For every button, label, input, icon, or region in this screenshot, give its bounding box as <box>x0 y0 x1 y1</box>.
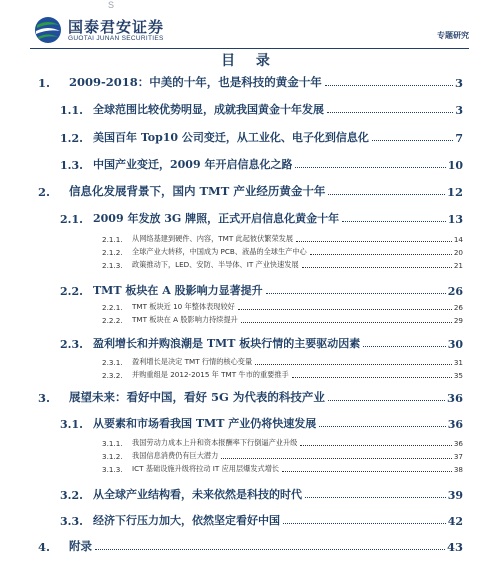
toc-entry-number: 1.3. <box>60 159 83 172</box>
toc-entry-page: 7 <box>455 132 463 145</box>
toc-entry-page: 29 <box>453 316 463 325</box>
toc-entry-level-1[interactable] <box>38 536 463 554</box>
toc-dot-leader <box>296 241 452 242</box>
toc-entry-level-3[interactable] <box>102 258 463 270</box>
toc-dot-leader <box>372 140 453 141</box>
toc-entry-title: 全球范围比较优势明显，成就我国黄金十年发展 <box>93 103 324 116</box>
brand-name-english: GUOTAI JUNAN SECURITIES <box>68 35 164 42</box>
toc-entry-number: 2.2.1. <box>102 303 123 312</box>
toc-dot-leader <box>266 293 446 294</box>
toc-dot-leader <box>292 377 452 378</box>
toc-entry-number: 1.1. <box>60 104 83 117</box>
toc-entry-page: 26 <box>447 285 463 298</box>
toc-dot-leader <box>328 400 445 401</box>
document-type-label: 专题研究 <box>437 31 469 40</box>
toc-dot-leader <box>363 346 445 347</box>
toc-entry-title: 盈利增长和并购浪潮是 TMT 板块行情的主要驱动因素 <box>93 337 361 350</box>
toc-dot-leader <box>255 364 452 365</box>
toc-entry-title: ICT 基础设施升级将拉动 IT 应用层爆发式增长 <box>132 464 280 473</box>
toc-title: 目 录 <box>221 53 278 69</box>
toc-entry-page: 20 <box>453 248 463 257</box>
toc-entry-page: 35 <box>453 371 463 380</box>
toc-entry-page: 39 <box>447 489 463 502</box>
toc-dot-leader <box>325 85 453 86</box>
toc-entry-number: 2.1.3. <box>102 261 123 270</box>
toc-entry-page: 21 <box>453 261 463 270</box>
toc-entry-level-3[interactable] <box>102 300 463 312</box>
toc-entry-page: 26 <box>453 303 463 312</box>
toc-dot-leader <box>221 458 452 459</box>
toc-entry-page: 38 <box>453 465 463 474</box>
toc-entry-number: 4. <box>38 540 51 554</box>
toc-entry-level-3[interactable] <box>102 232 463 244</box>
toc-entry-title: 2009 年发放 3G 牌照，正式开启信息化黄金十年 <box>93 212 340 225</box>
header-divider <box>30 48 469 49</box>
toc-entry-page: 31 <box>453 358 463 367</box>
toc-entry-level-3[interactable] <box>102 436 463 448</box>
toc-entry-title: 展望未来：看好中国，看好 5G 为代表的科技产业 <box>69 390 325 404</box>
toc-entry-number: 3.1.1. <box>102 439 123 448</box>
toc-entry-title: 全球产业大转移，中国成为 PCB、液晶的全球生产中心 <box>132 247 307 256</box>
toc-entry-title: 并购重组是 2012-2015 年 TMT 牛市的重要推手 <box>132 370 289 379</box>
toc-dot-leader <box>302 267 452 268</box>
report-header <box>0 14 499 48</box>
toc-entry-page: 43 <box>446 540 463 554</box>
toc-entry-level-2[interactable] <box>60 127 463 145</box>
toc-entry-title: 从要素和市场看我国 TMT 产业仍将快速发展 <box>93 417 317 430</box>
toc-entry-number: 2.2.2. <box>102 316 123 325</box>
toc-entry-title: TMT 板块在 A 股影响力持续提升 <box>132 315 238 324</box>
toc-entry-page: 30 <box>447 338 463 351</box>
toc-entry-page: 3 <box>454 76 463 90</box>
toc-entry-number: 2.1.1. <box>102 235 123 244</box>
toc-entry-title: 经济下行压力加大，依然坚定看好中国 <box>93 514 280 527</box>
toc-entry-number: 2.1.2. <box>102 248 123 257</box>
toc-entry-page: 10 <box>447 159 463 172</box>
toc-entry-level-2[interactable] <box>60 280 463 298</box>
toc-dot-leader <box>282 471 452 472</box>
toc-dot-leader <box>300 445 452 446</box>
toc-entry-page: 3 <box>455 104 463 117</box>
toc-entry-number: 2.1. <box>60 213 83 226</box>
toc-entry-number: 2. <box>38 185 51 199</box>
toc-entry-level-3[interactable] <box>102 462 463 474</box>
toc-dot-leader <box>95 549 445 550</box>
toc-dot-leader <box>328 194 445 195</box>
toc-entry-level-3[interactable] <box>102 313 463 325</box>
toc-entry-level-3[interactable] <box>102 449 463 461</box>
toc-dot-leader <box>310 254 452 255</box>
toc-entry-number: 2.2. <box>60 285 83 298</box>
toc-dot-leader <box>327 112 453 113</box>
toc-dot-leader <box>238 309 452 310</box>
toc-entry-number: 3.1.2. <box>102 452 123 461</box>
brand-name: 国泰君安证券 <box>68 18 165 36</box>
toc-entry-number: 3.1.3. <box>102 465 123 474</box>
toc-entry-page: 13 <box>447 213 463 226</box>
toc-entry-level-2[interactable] <box>60 208 463 226</box>
toc-entry-number: 3.2. <box>60 489 83 502</box>
toc-entry-page: 12 <box>446 185 463 199</box>
toc-dot-leader <box>319 426 445 427</box>
globe-logo-icon <box>34 16 62 44</box>
toc-entry-level-3[interactable] <box>102 355 463 367</box>
toc-entry-title: 信息化发展背景下，国内 TMT 产业经历黄金十年 <box>69 184 326 198</box>
toc-entry-page: 36 <box>447 418 463 431</box>
toc-entry-number: 3. <box>38 391 51 405</box>
toc-entry-title: TMT 板块近 10 年整体表现较好 <box>132 302 235 311</box>
toc-entry-page: 37 <box>453 452 463 461</box>
toc-entry-title: 我国劳动力成本上升和资本报酬率下行倒逼产业升级 <box>132 438 298 447</box>
toc-entry-page: 36 <box>446 391 463 405</box>
toc-dot-leader <box>342 221 446 222</box>
toc-entry-title: 盈利增长是决定 TMT 行情的核心变量 <box>132 357 253 366</box>
toc-entry-number: 2.3. <box>60 338 83 351</box>
toc-entry-level-2[interactable] <box>60 484 463 502</box>
toc-entry-level-2[interactable] <box>60 510 463 528</box>
toc-entry-page: 42 <box>447 515 463 528</box>
toc-entry-level-2[interactable] <box>60 154 463 172</box>
toc-entry-level-1[interactable] <box>38 72 463 90</box>
toc-entry-number: 1. <box>38 76 51 90</box>
toc-entry-title: 政策推动下，LED、安防、半导体、IT 产业快速发展 <box>132 260 299 269</box>
toc-entry-title: 中国产业变迁，2009 年开启信息化之路 <box>93 158 293 171</box>
toc-entry-title: 从网络基建到硬件、内容，TMT 此起彼伏繁荣发展 <box>132 234 294 243</box>
toc-entry-level-2[interactable] <box>60 413 463 431</box>
toc-entry-level-2[interactable] <box>60 99 463 117</box>
toc-entry-level-2[interactable] <box>60 333 463 351</box>
toc-entry-level-1[interactable] <box>38 387 463 405</box>
toc-dot-leader <box>241 322 452 323</box>
toc-entry-page: 14 <box>453 235 463 244</box>
toc-entry-title: 美国百年 Top10 公司变迁，从工业化、电子化到信息化 <box>93 131 369 144</box>
toc-dot-leader <box>283 523 446 524</box>
toc-entry-title: 附录 <box>69 539 92 553</box>
toc-entry-title: 从全球产业结构看，未来依然是科技的时代 <box>93 488 302 501</box>
toc-entry-number: 3.3. <box>60 515 83 528</box>
toc-dot-leader <box>305 497 446 498</box>
toc-entry-level-3[interactable] <box>102 245 463 257</box>
toc-entry-number: 2.3.1. <box>102 358 123 367</box>
toc-entry-title: 2009-2018：中美的十年，也是科技的黄金十年 <box>69 75 322 89</box>
toc-entry-title: TMT 板块在 A 股影响力显著提升 <box>93 284 263 297</box>
toc-entry-number: 3.1. <box>60 418 83 431</box>
toc-dot-leader <box>295 167 445 168</box>
toc-entry-number: 1.2. <box>60 132 83 145</box>
toc-entry-number: 2.3.2. <box>102 371 123 380</box>
toc-entry-level-1[interactable] <box>38 181 463 199</box>
page-mark: S <box>108 0 115 10</box>
toc-entry-level-3[interactable] <box>102 368 463 380</box>
toc-entry-title: 我国信息消费仍有巨大潜力 <box>132 451 219 460</box>
toc-entry-page: 36 <box>453 439 463 448</box>
